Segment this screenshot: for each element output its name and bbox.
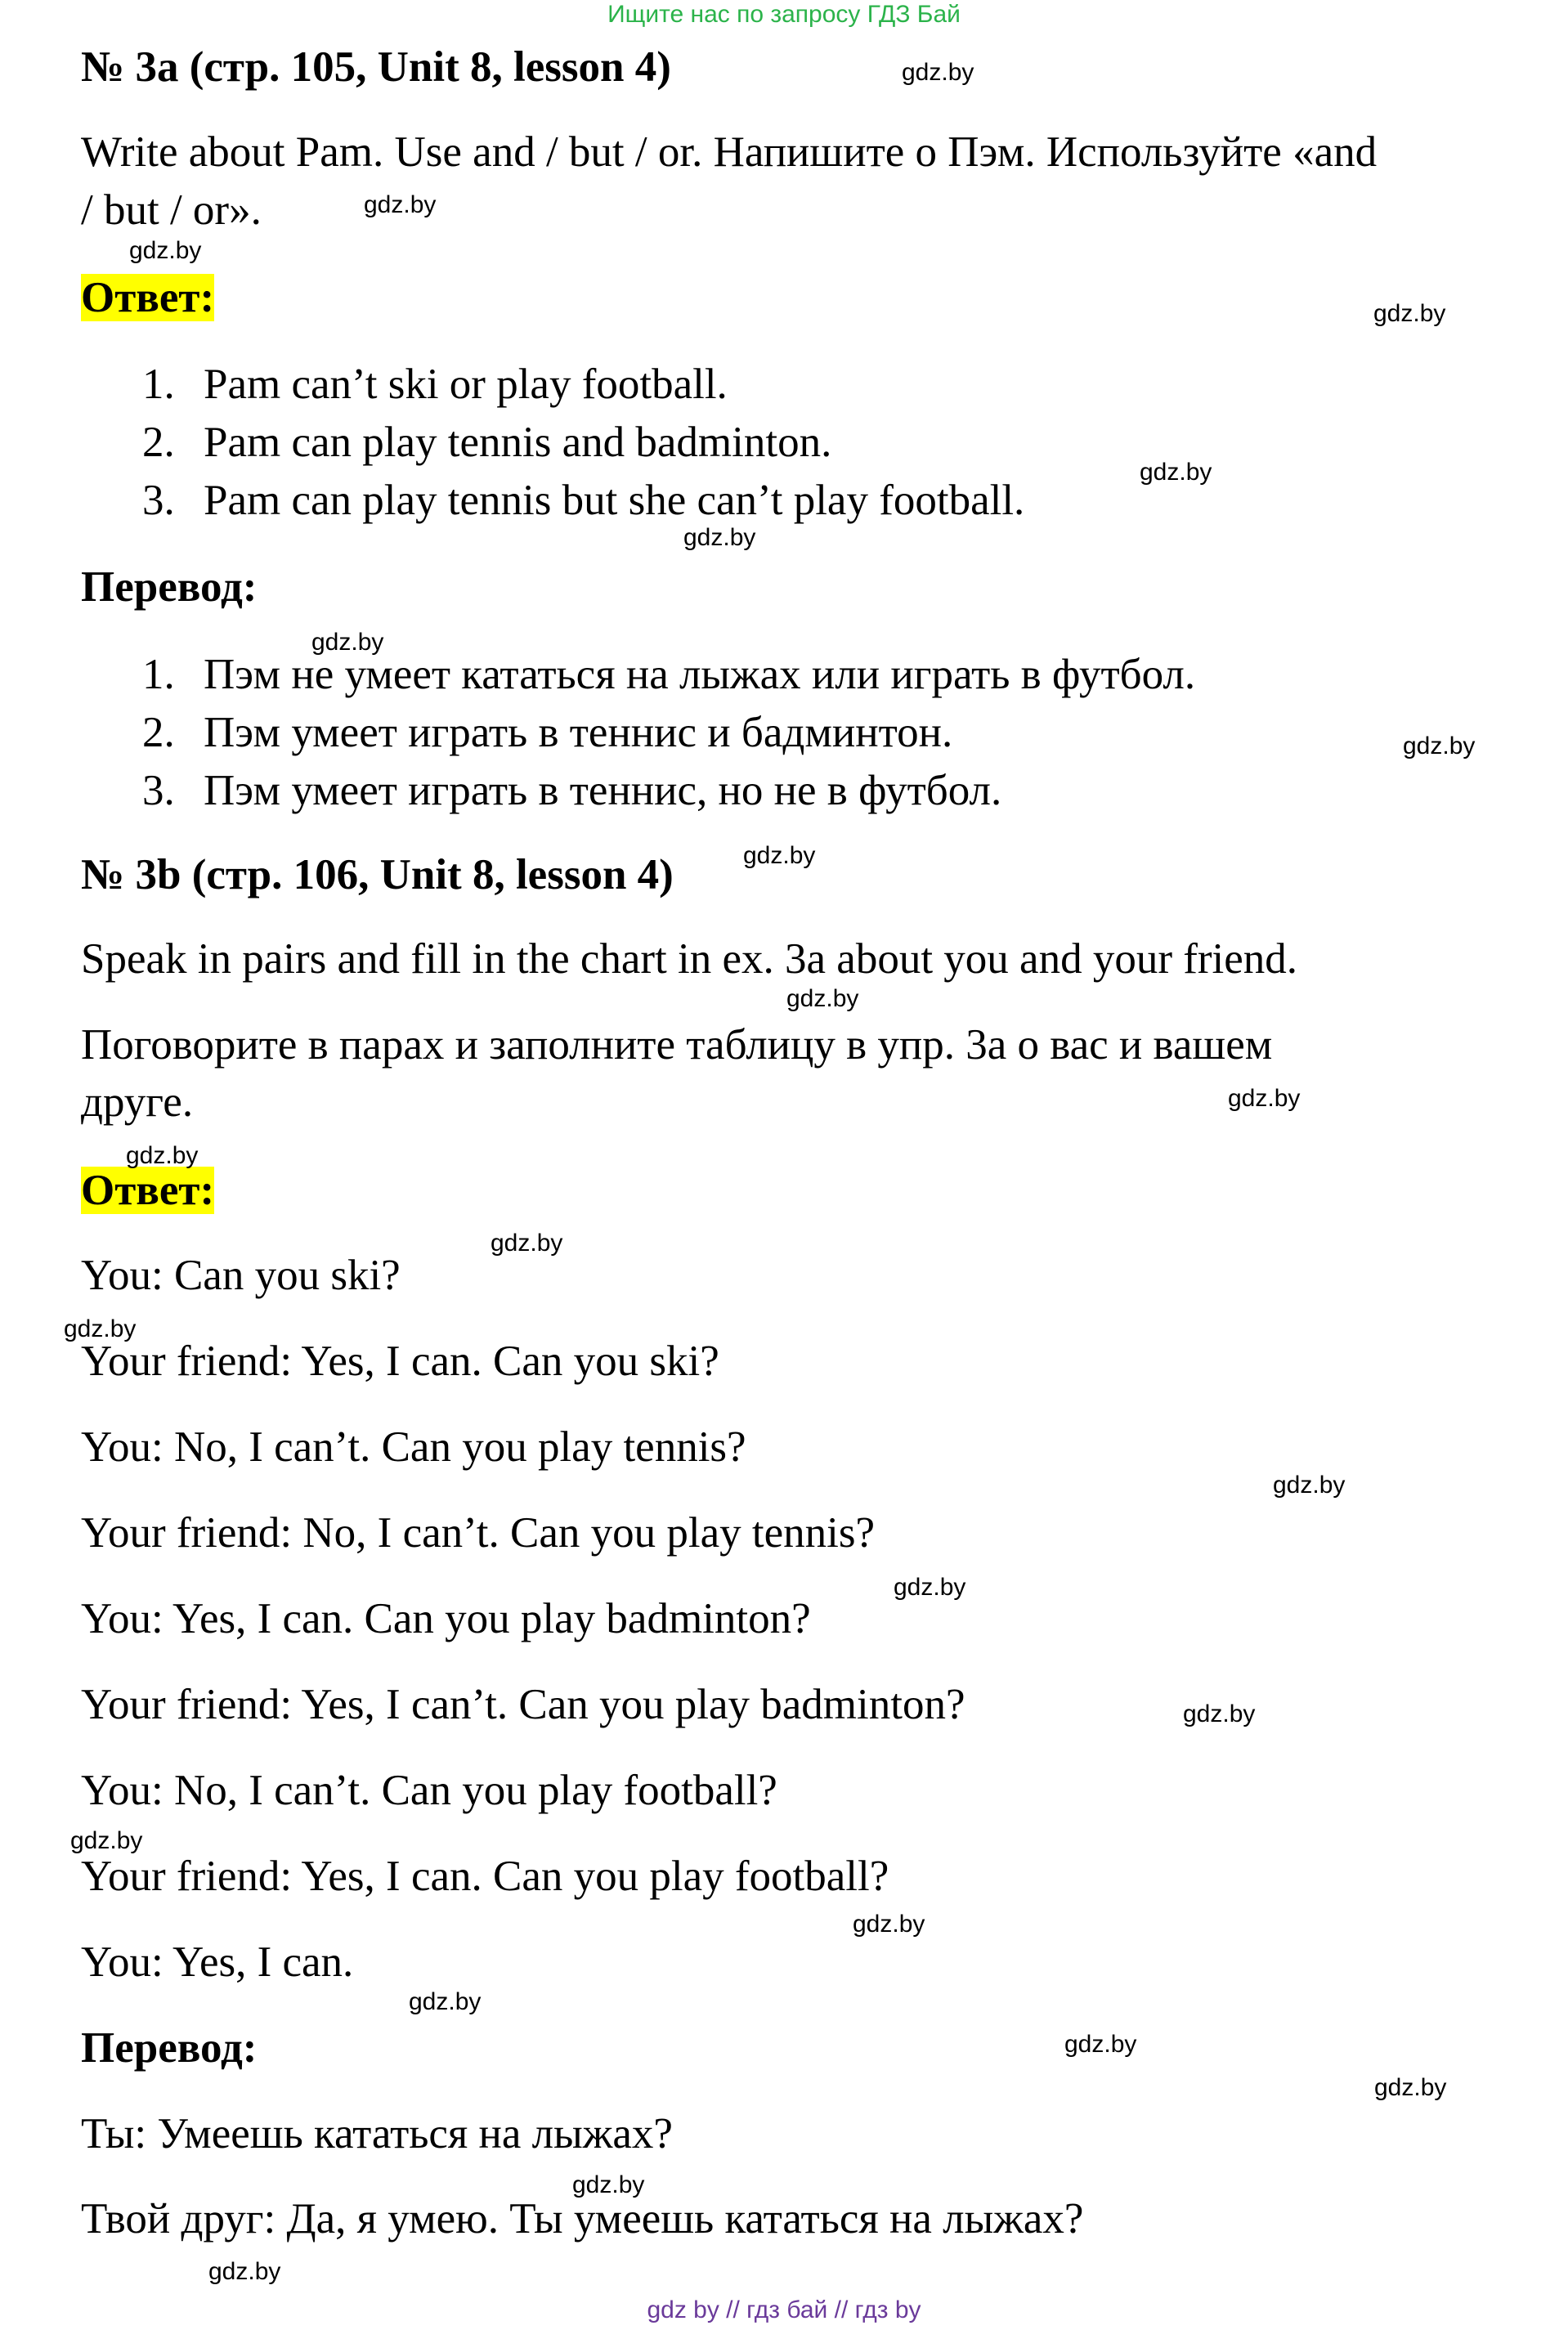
list-text: Пэм умеет играть в теннис, но не в футбол. [204, 767, 1002, 814]
dialog-line: You: Can you ski? [81, 1252, 401, 1299]
list-number: 2. [142, 419, 175, 466]
exercise-3a-task-line-2: / but / or». [81, 186, 262, 234]
list-item [142, 708, 952, 757]
watermark: gdz.by [364, 191, 437, 218]
list-text: Пэм не умеет кататься на лыжах или играть в футбол. [204, 651, 1196, 698]
watermark: gdz.by [853, 1911, 925, 1938]
watermark: gdz.by [683, 524, 756, 551]
watermark: gdz.by [1064, 2031, 1137, 2058]
dialog-line: You: Yes, I can. Can you play badminton? [81, 1595, 811, 1642]
list-item [142, 418, 831, 467]
answer-highlight: Ответ: [81, 274, 215, 321]
bottom-banner: gdz by // гдз бай // гдз by [647, 2296, 921, 2323]
list-number: 1. [142, 651, 175, 698]
watermark: gdz.by [786, 985, 859, 1012]
list-number: 3. [142, 477, 175, 524]
exercise-3a-translation-label: Перевод: [81, 563, 258, 611]
dialog-line: Your friend: Yes, I can. Can you play football? [81, 1853, 889, 1900]
list-item [142, 766, 1001, 815]
watermark: gdz.by [743, 842, 816, 869]
exercise-3a-heading: № 3a (стр. 105, Unit 8, lesson 4) [81, 43, 671, 91]
list-text: Pam can play tennis but she can’t play football. [204, 477, 1025, 524]
watermark: gdz.by [1183, 1700, 1256, 1727]
list-item [142, 476, 1024, 525]
dialog-line: You: No, I can’t. Can you play tennis? [81, 1423, 746, 1471]
watermark: gdz.by [1140, 459, 1212, 486]
dialog-line: You: Yes, I can. [81, 1938, 354, 1986]
top-banner: Ищите нас по запросу ГДЗ Бай [607, 1, 961, 28]
watermark: gdz.by [1403, 733, 1476, 759]
list-number: 1. [142, 361, 175, 408]
watermark: gdz.by [1373, 300, 1446, 327]
list-number: 3. [142, 767, 175, 814]
answer-highlight: Ответ: [81, 1167, 215, 1214]
watermark: gdz.by [902, 59, 974, 86]
dialog-line: You: No, I can’t. Can you play football? [81, 1767, 777, 1814]
watermark: gdz.by [129, 237, 202, 264]
list-text: Пэм умеет играть в теннис и бадминтон. [204, 709, 953, 756]
exercise-3b-answer-label [81, 1166, 214, 1215]
watermark: gdz.by [894, 1574, 966, 1601]
list-number: 2. [142, 709, 175, 756]
list-text: Pam can play tennis and badminton. [204, 419, 832, 466]
exercise-3a-task-line-1: Write about Pam. Use and / but / or. Напишите о Пэм. Используйте «and [81, 128, 1378, 176]
dialog-line: Your friend: Yes, I can. Can you ski? [81, 1338, 719, 1385]
dialog-line: Your friend: Yes, I can’t. Can you play badminton? [81, 1681, 965, 1728]
watermark: gdz.by [491, 1230, 563, 1257]
exercise-3b-heading: № 3b (стр. 106, Unit 8, lesson 4) [81, 851, 674, 898]
list-text: Pam can’t ski or play football. [204, 361, 728, 408]
watermark: gdz.by [208, 2258, 281, 2285]
watermark: gdz.by [1374, 2074, 1447, 2101]
dialog-line: Your friend: No, I can’t. Can you play tennis? [81, 1509, 876, 1557]
exercise-3a-answer-label [81, 273, 214, 322]
exercise-3b-task-ru-line-1: Поговорите в парах и заполните таблицу в упр. 3а о вас и вашем [81, 1021, 1273, 1069]
watermark: gdz.by [126, 1142, 199, 1169]
list-item [142, 360, 728, 409]
list-item [142, 650, 1195, 699]
dialog-line: Ты: Умеешь кататься на лыжах? [81, 2110, 673, 2157]
dialog-line: Твой друг: Да, я умею. Ты умеешь кататься на лыжах? [81, 2195, 1084, 2243]
watermark: gdz.by [1228, 1085, 1301, 1112]
exercise-3b-task-ru-line-2: друге. [81, 1078, 194, 1126]
watermark: gdz.by [64, 1315, 137, 1342]
watermark: gdz.by [572, 2171, 645, 2198]
exercise-3b-task-en: Speak in pairs and fill in the chart in ex. 3a about you and your friend. [81, 935, 1298, 983]
watermark: gdz.by [70, 1827, 143, 1854]
watermark: gdz.by [1273, 1472, 1346, 1499]
watermark: gdz.by [311, 629, 384, 656]
watermark: gdz.by [409, 1988, 482, 2015]
exercise-3b-translation-label: Перевод: [81, 2024, 258, 2072]
